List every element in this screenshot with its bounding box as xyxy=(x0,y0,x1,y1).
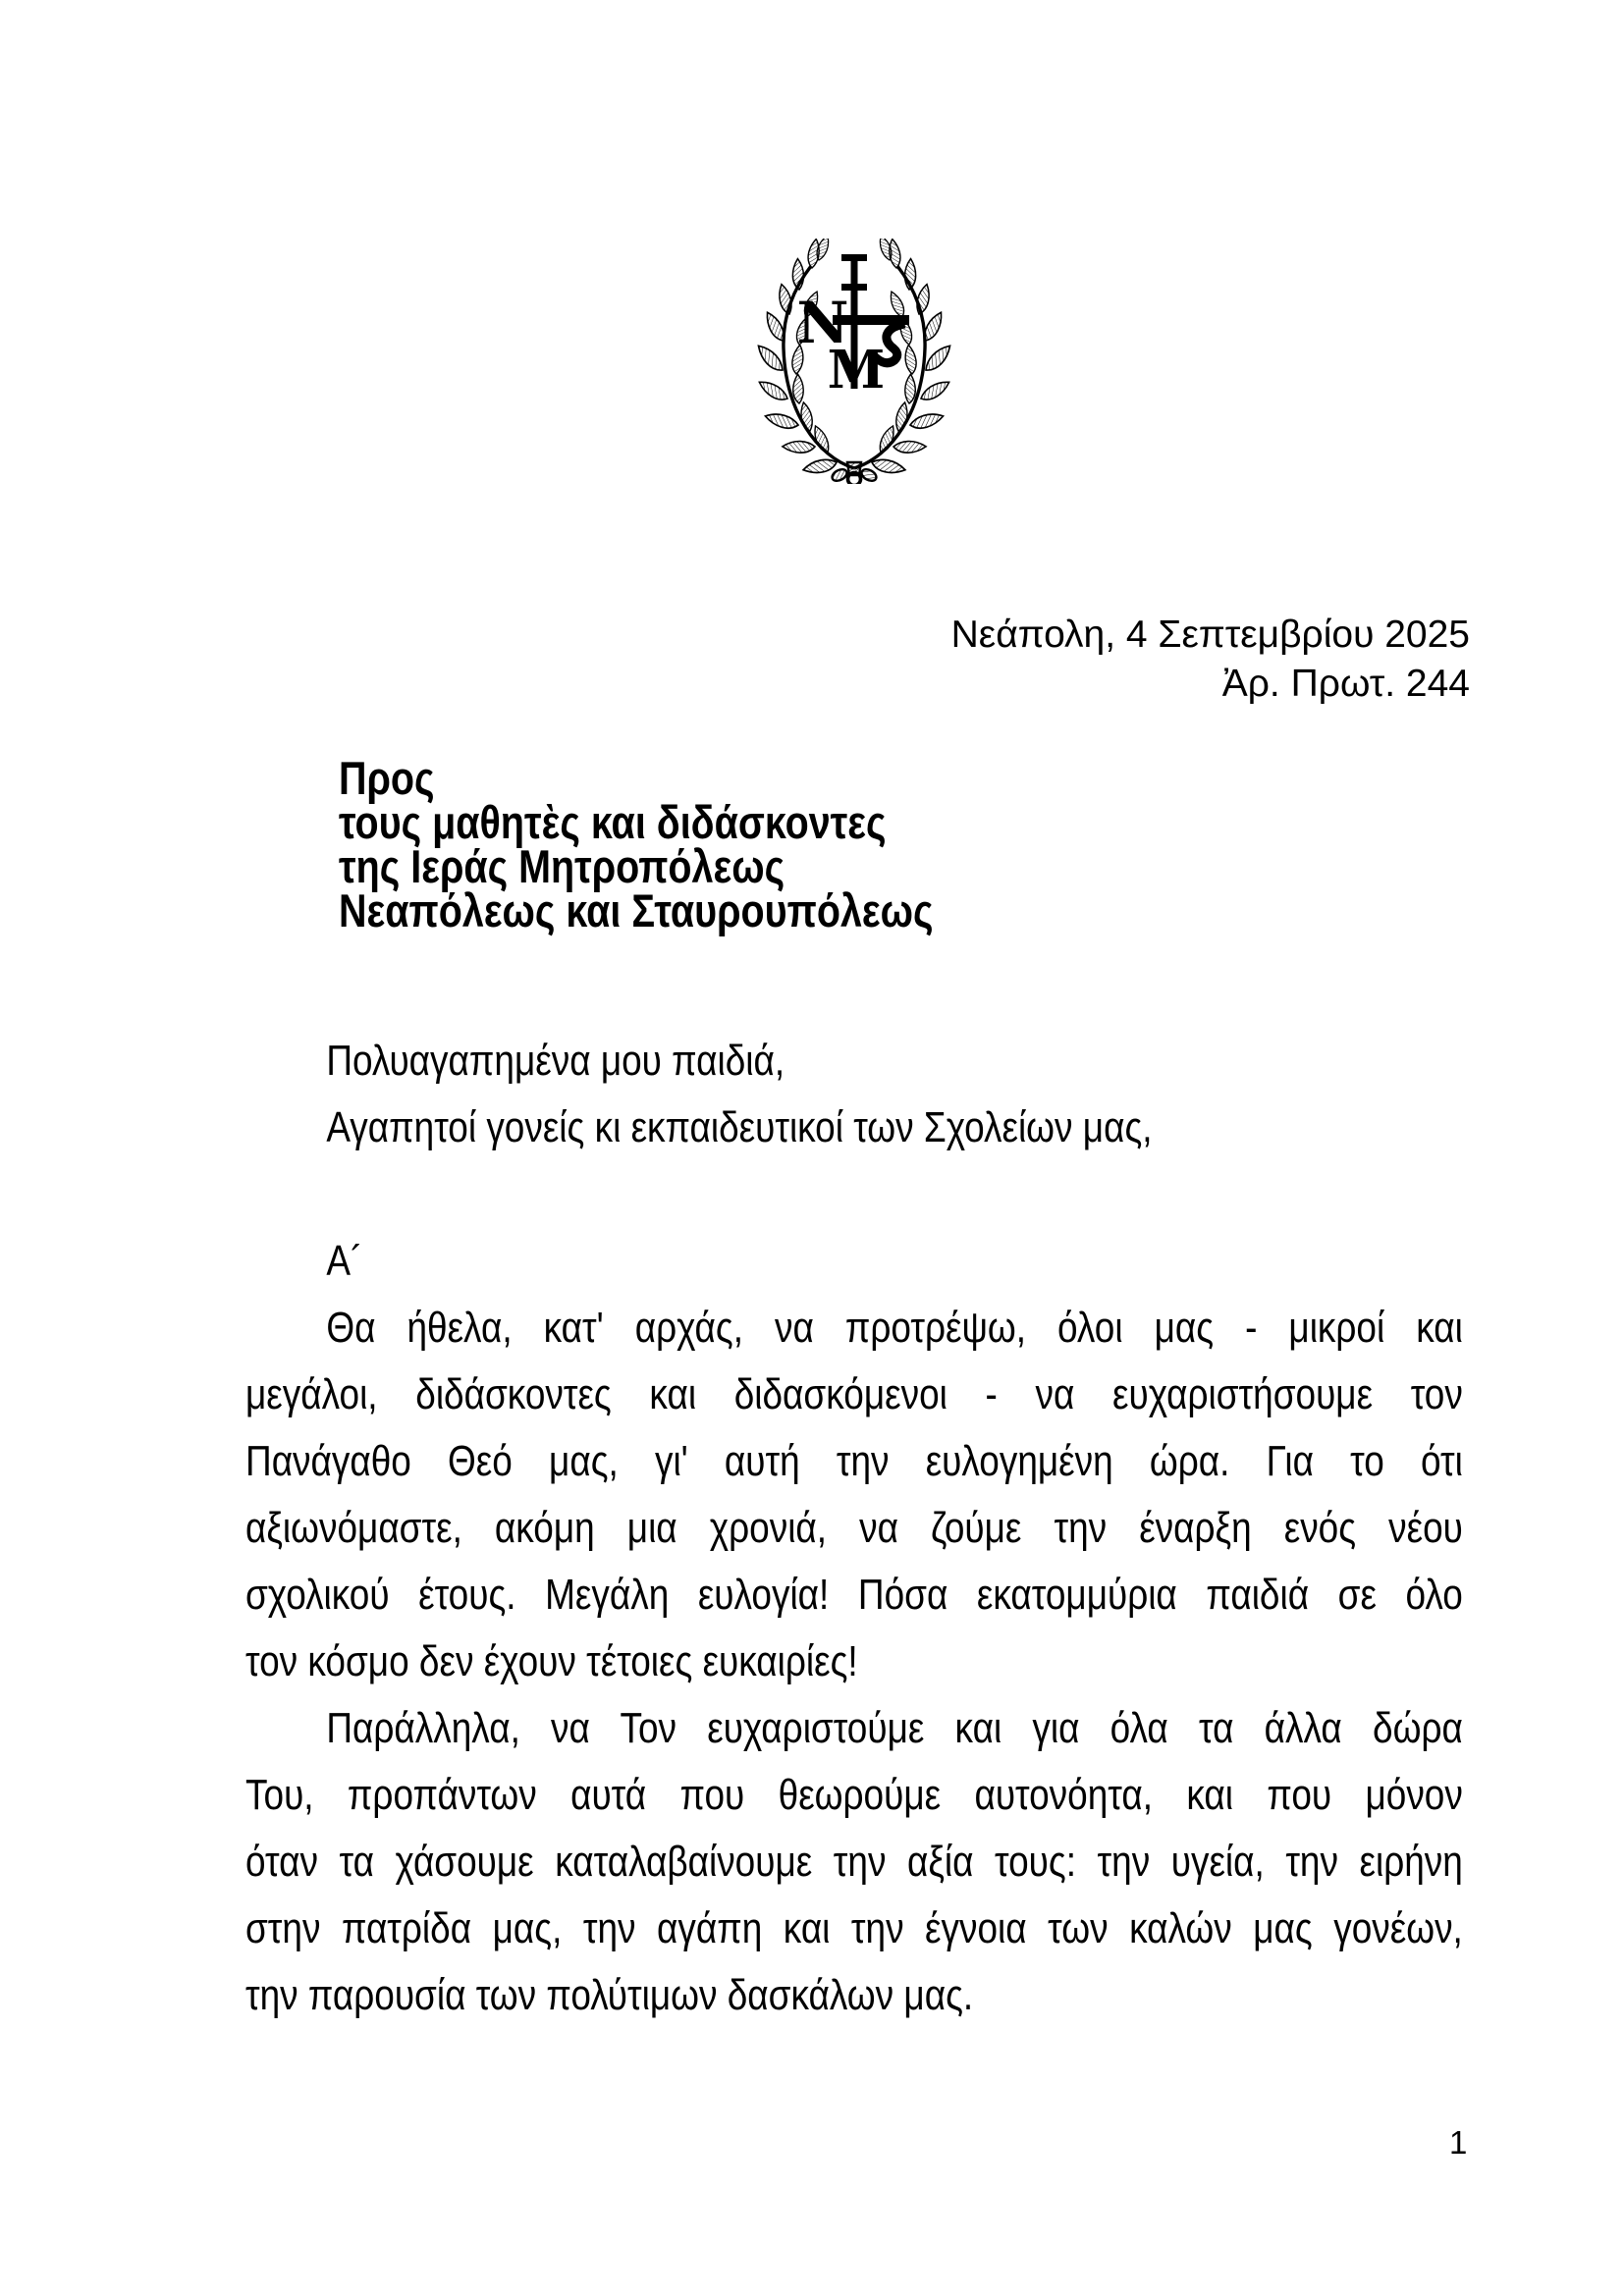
greeting-line: Πολυαγαπημένα μου παιδιά, xyxy=(326,1037,785,1085)
body-line: την παρουσία των πολύτιμων δασκάλων μας. xyxy=(245,1971,974,2019)
recipient-line: Προς xyxy=(339,752,435,804)
recipient-line: της Ιεράς Μητροπόλεως xyxy=(339,840,785,892)
body-line: σχολικού έτους. Μεγάλη ευλογία! Πόσα εκατομμύρια παιδιά σε όλο xyxy=(245,1571,1463,1619)
body-line: Πανάγαθο Θεό μας, γι' αυτή την ευλογημένη ώρα. Για το ότι xyxy=(245,1437,1463,1485)
recipient-block xyxy=(339,752,934,936)
body-line: όταν τα χάσουμε καταλαβαίνουμε την αξία τους: την υγεία, την ειρήνη xyxy=(245,1838,1463,1886)
body-line: τον κόσμο δεν έχουν τέτοιες ευκαιρίες! xyxy=(245,1637,858,1685)
monogram-letter-mu: Μ xyxy=(827,340,886,400)
body-line: Θα ήθελα, κατ' αρχάς, να προτρέψω, όλοι μας - μικροί και xyxy=(326,1304,1463,1352)
body-line: Του, προπάντων αυτά που θεωρούμε αυτονόητα, και που μόνον xyxy=(245,1771,1463,1819)
letter-body xyxy=(245,1028,1463,2029)
section-heading: Α´ xyxy=(326,1237,363,1285)
protocol-number-line: Ἀρ. Πρωτ. 244 xyxy=(1221,663,1470,705)
body-line: μεγάλοι, διδάσκοντες και διδασκόμενοι - να ευχαριστήσουμε τον xyxy=(245,1370,1463,1418)
body-line: Παράλληλα, να Τον ευχαριστούμε και για όλα τα άλλα δώρα xyxy=(326,1704,1463,1752)
date-line: Νεάπολη, 4 Σεπτεμβρίου 2025 xyxy=(950,614,1470,656)
wreath-knot xyxy=(831,462,879,484)
metropolis-emblem xyxy=(756,239,952,484)
date-block xyxy=(951,611,1470,709)
monogram xyxy=(796,254,909,400)
recipient-line: τους μαθητὲς και διδάσκοντες xyxy=(339,796,887,848)
blank-line xyxy=(245,1161,1463,1228)
greeting-line: Αγαπητοί γονείς κι εκπαιδευτικοί των Σχολείων μας, xyxy=(326,1103,1153,1151)
body-line: στην πατρίδα μας, την αγάπη και την έγνοια των καλών μας γονέων, xyxy=(245,1904,1463,1952)
monogram-letter-nu: Ν xyxy=(796,290,849,356)
body-line: αξιωνόμαστε, ακόμη μια χρονιά, να ζούμε την έναρξη ενός νέου xyxy=(245,1504,1463,1552)
page-number: 1 xyxy=(1449,2124,1468,2161)
recipient-line: Νεαπόλεως και Σταυρουπόλεως xyxy=(339,884,934,936)
